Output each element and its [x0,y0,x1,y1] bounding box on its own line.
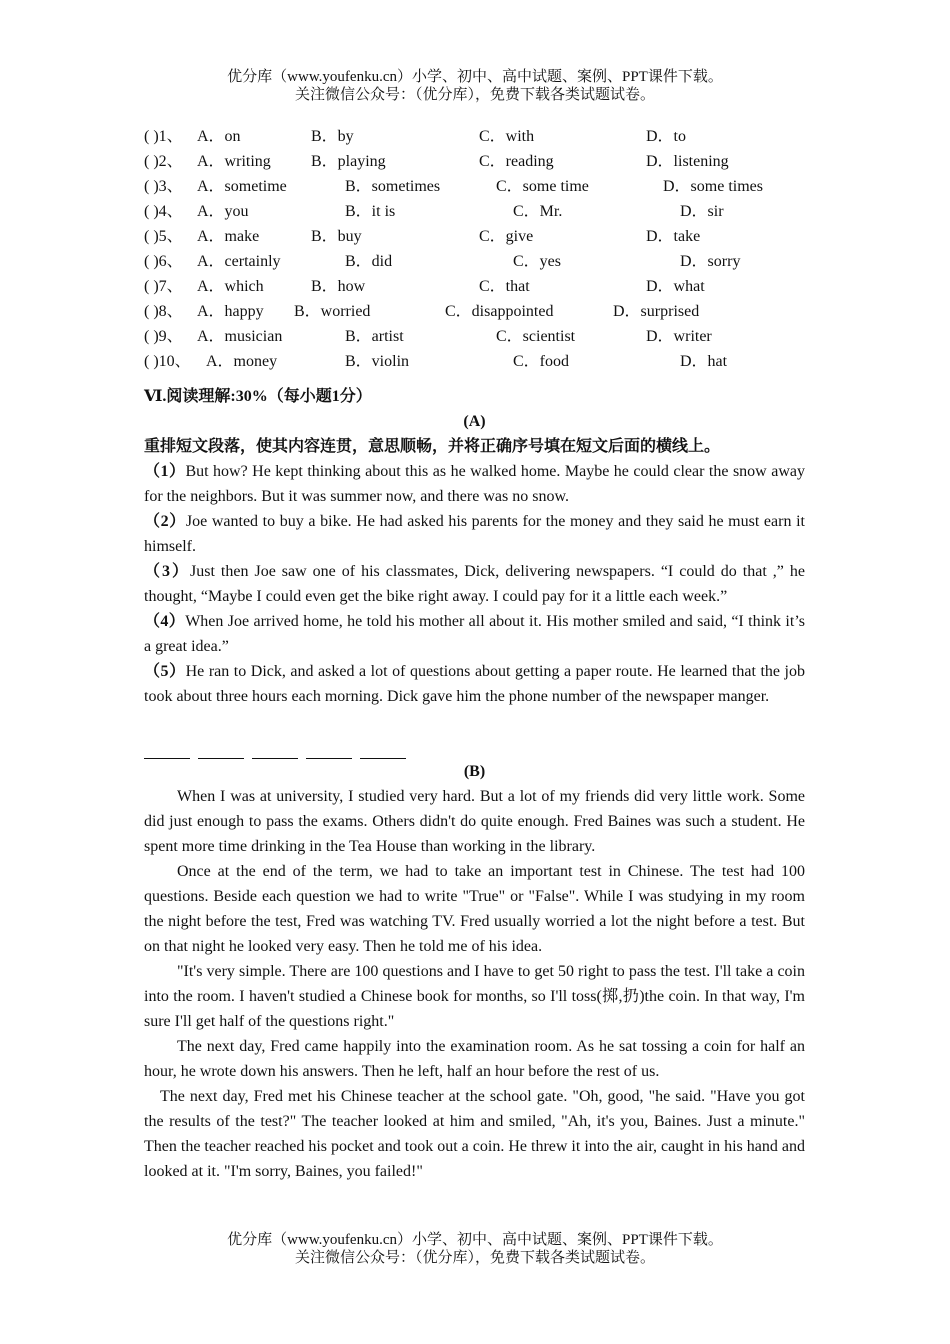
option-a: A．on [197,128,241,145]
option-c: C．scientist [496,328,576,345]
option-a: A．which [197,278,264,295]
paragraph-text: Joe wanted to buy a bike. He had asked his parents for the money and they said he must earn it himself. [144,513,805,555]
option-d: D．take [646,228,701,245]
question-number: ( )3、 [144,178,183,195]
reading-section [144,384,805,1184]
option-b: B．violin [345,353,410,370]
option-b: B．how [311,278,366,295]
question-row [144,349,824,374]
option-a: A．money [206,353,278,370]
answer-blanks [144,734,805,759]
answer-blank[interactable] [252,744,298,759]
option-a: A．happy [197,303,264,320]
option-c: C．some time [496,178,589,195]
option-d: D．surprised [613,303,700,320]
option-c: C．that [479,278,530,295]
question-row [144,224,824,249]
option-d: D．listening [646,153,729,170]
question-row [144,274,824,299]
option-a: A．certainly [197,253,281,270]
question-number: ( )5、 [144,228,183,245]
option-a: A．sometime [197,178,287,195]
option-c: C．food [513,353,570,370]
answer-blank[interactable] [144,744,190,759]
multiple-choice-list [144,124,824,374]
passage-paragraph: The next day, Fred came happily into the examination room. As he sat tossing a coin for half an hour, he wrote down his answers. Then he left, half an hour before the rest of us. [144,1038,805,1080]
question-number: ( )8、 [144,303,183,320]
section-title: Ⅵ.阅读理解:30%（每小题1分） [144,388,372,405]
paragraph-text: He ran to Dick, and asked a lot of questions about getting a paper route. He learned that the job took about three hours each morning. Dick gave him the phone number of the newspaper manger. [144,663,805,705]
option-a: A．make [197,228,260,245]
footer-line-1: 优分库（www.youfenku.cn）小学、初中、高中试题、案例、PPT课件下载。 [227,1232,723,1248]
option-b: B．playing [311,153,386,170]
passage-paragraph: "It's very simple. There are 100 questions and I have to get 50 right to pass the test. I'll take a coin into the room. I haven't studied a Chinese book for months, so I'll toss(掷,扔)the coin. In that way, I'm sure I'll get half of the questions right." [144,963,805,1030]
page-footer [0,1231,950,1267]
question-number: ( )10、 [144,353,191,370]
option-c: C．give [479,228,534,245]
part-a-label: (A) [463,413,486,430]
part-b-label: (B) [463,763,486,780]
question-number: ( )7、 [144,278,183,295]
question-number: ( )1、 [144,128,183,145]
option-b: B．artist [345,328,404,345]
option-d: D．what [646,278,705,295]
option-d: D．some times [663,178,763,195]
passage-paragraph: Once at the end of the term, we had to take an important test in Chinese. The test had 100 questions. Beside each question we had to write "True" or "False". While I was studying in my room the night before the test, Fred was watching TV. Fred usually worried a lot the night before a test. But on that night he looked very easy. Then he told me of his idea. [144,863,805,955]
paragraph-number: （2） [144,513,186,530]
question-row [144,174,824,199]
paragraph-number: （5） [144,663,186,680]
question-number: ( )6、 [144,253,183,270]
paragraph-number: （4） [144,613,186,630]
option-a: A．writing [197,153,271,170]
question-row [144,199,824,224]
option-a: A．musician [197,328,283,345]
option-c: C．yes [513,253,562,270]
part-a-instruction: 重排短文段落，使其内容连贯，意思顺畅，并将正确序号填在短文后面的横线上。 [144,438,721,455]
option-d: D．sir [680,203,724,220]
option-b: B．by [311,128,354,145]
option-c: C．with [479,128,535,145]
question-row [144,149,824,174]
option-d: D．sorry [680,253,741,270]
paragraph-number: （3） [144,563,191,580]
paragraph-text: But how? He kept thinking about this as he walked home. Maybe he could clear the snow away for the neighbors. But it was summer now, and there was no snow. [144,463,805,505]
paragraph-1 [144,459,805,509]
option-c: C．Mr. [513,203,563,220]
question-number: ( )2、 [144,153,183,170]
paragraph-3 [144,559,805,609]
option-a: A．you [197,203,249,220]
question-number: ( )4、 [144,203,183,220]
header-line-1: 优分库（www.youfenku.cn）小学、初中、高中试题、案例、PPT课件下载。 [227,69,723,85]
option-b: B．buy [311,228,362,245]
option-b: B．it is [345,203,396,220]
paragraph-text: When Joe arrived home, he told his mother all about it. His mother smiled and said, “I think it’s a great idea.” [144,613,805,655]
paragraph-5 [144,659,805,709]
paragraph-4 [144,609,805,659]
option-c: C．disappointed [445,303,554,320]
question-row [144,124,824,149]
question-row [144,324,824,349]
option-d: D．to [646,128,687,145]
option-d: D．writer [646,328,712,345]
answer-blank[interactable] [306,744,352,759]
option-d: D．hat [680,353,728,370]
option-c: C．reading [479,153,554,170]
option-b: B．sometimes [345,178,441,195]
page-header [0,68,950,104]
answer-blank[interactable] [360,744,406,759]
question-row [144,299,824,324]
passage-paragraph: When I was at university, I studied very hard. But a lot of my friends did very little work. Some did just enough to pass the exams. Others didn't do quite enough. Fred Baines was such a student. He spent more time drinking in the Tea House than working in the library. [144,788,805,855]
paragraph-number: （1） [144,463,186,480]
footer-line-2: 关注微信公众号：（优分库），免费下载各类试题试卷。 [294,1250,655,1266]
paragraph-2 [144,509,805,559]
option-b: B．did [345,253,393,270]
passage-paragraph: The next day, Fred met his Chinese teacher at the school gate. "Oh, good, "he said. "Have you got the results of the test?" The teacher looked at him and smiled, "Ah, it's you, Baines. Just a minute." Then the teacher reached his pocket and took out a coin. He threw it into the air, caught in his hand and looked at it. "I'm sorry, Baines, you failed!" [144,1088,805,1180]
paragraph-text: Just then Joe saw one of his classmates, Dick, delivering newspapers. “I could do that ,” he thought, “Maybe I could even get the bike right away. I could pay for it a little each week.” [144,563,805,605]
option-b: B．worried [294,303,371,320]
header-line-2: 关注微信公众号：（优分库），免费下载各类试题试卷。 [294,87,655,103]
answer-blank[interactable] [198,744,244,759]
question-row [144,249,824,274]
question-number: ( )9、 [144,328,183,345]
